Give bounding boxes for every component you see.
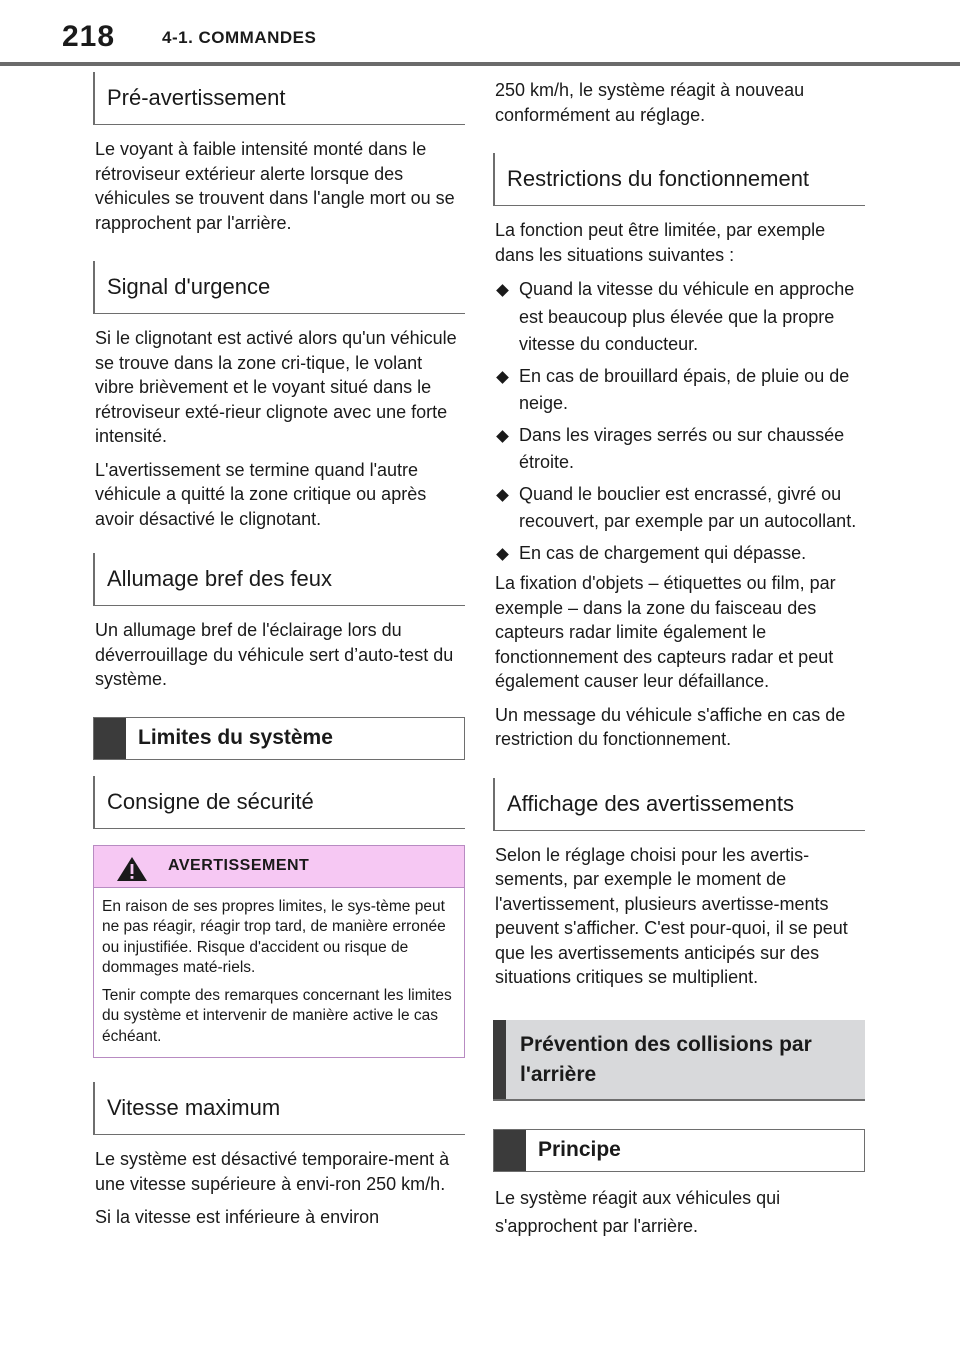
- heading-principe-label: Principe: [538, 1137, 621, 1161]
- warning-triangle-icon: [116, 856, 148, 882]
- section-heading-consigne: Consigne de sécurité: [93, 776, 465, 829]
- paragraph-continuation: 250 km/h, le système réagit à nouveau conformément au réglage.: [495, 80, 805, 125]
- list-item: En cas de brouillard épais, de pluie ou de neige.: [493, 363, 865, 418]
- paragraph-pre-avertissement: Le voyant à faible intensité monté dans le rétroviseur extérieur alerte lorsque des véhicules se trouvent dans l'angle mort ou se rapprochent par l'arrière.: [95, 139, 455, 233]
- list-item: Quand le bouclier est encrassé, givré ou recouvert, par exemple par un autocollant.: [493, 481, 865, 536]
- list-item: En cas de chargement qui dépasse.: [493, 540, 865, 568]
- section-heading-allumage: Allumage bref des feux: [93, 553, 465, 606]
- section-heading-affichage: Affichage des avertissements: [493, 778, 865, 831]
- warning-text-1: En raison de ses propres limites, le sys-tème peut ne pas réagir, réagir trop tard, de manière erronée ou injustifiée. Risque d'accident ou risque de dommages maté-riels.: [102, 897, 446, 976]
- paragraph-signal-urgence-2: L'avertissement se termine quand l'autre véhicule a quitté la zone critique ou après avoir désactivé le clignotant.: [95, 459, 427, 529]
- paragraph-principe: Le système réagit aux véhicules qui s'approchent par l'arrière.: [495, 1187, 781, 1236]
- paragraph-fixation: La fixation d'objets – étiquettes ou film, par exemple – dans la zone du faisceau des capteurs radar limite également le fonctionnement des capteurs radar et peut également causer leur défaillance.: [495, 573, 836, 691]
- warning-body: [94, 888, 464, 1058]
- left-column: [93, 72, 465, 1239]
- warning-header: [94, 846, 464, 888]
- restrictions-list: [493, 276, 865, 567]
- list-item: Quand la vitesse du véhicule en approche est beaucoup plus élevée que la propre vitesse du conducteur.: [493, 276, 865, 359]
- warning-text-2: Tenir compte des remarques concernant les limites du système et intervenir de manière active le cas échéant.: [102, 986, 452, 1045]
- heading-block-marker: [494, 1130, 526, 1171]
- paragraph-restrictions-intro: La fonction peut être limitée, par exemple dans les situations suivantes :: [495, 220, 826, 265]
- chapter-heading-prevention: [493, 1020, 865, 1101]
- paragraph-vitesse-2: Si la vitesse est inférieure à environ: [95, 1207, 380, 1227]
- paragraph-vitesse-1: Le système est désactivé temporaire-ment à une vitesse supérieure à envi-ron 250 km/h.: [95, 1149, 450, 1194]
- heading-prevention-label: Prévention des collisions par l'arrière: [520, 1032, 812, 1086]
- paragraph-message: Un message du véhicule s'affiche en cas de restriction du fonctionnement.: [495, 704, 846, 749]
- right-column: [493, 78, 865, 1249]
- warning-title: AVERTISSEMENT: [168, 856, 310, 874]
- paragraph-allumage: Un allumage bref de l'éclairage lors du déverrouillage du véhicule sert d’auto-test du système.: [95, 620, 454, 689]
- section-heading-signal-urgence: Signal d'urgence: [93, 261, 465, 314]
- list-item: Dans les virages serrés ou sur chaussée étroite.: [493, 422, 865, 477]
- heading-block-marker: [94, 718, 126, 759]
- section-bar-limites: [93, 717, 465, 760]
- paragraph-signal-urgence-1: Si le clignotant est activé alors qu'un véhicule se trouve dans la zone cri-tique, le volant vibre brièvement et le voyant situé dans le rétroviseur exté-rieur clignote avec une forte intensité.: [95, 328, 457, 446]
- heading-limites-label: Limites du système: [138, 725, 333, 749]
- section-heading-restrictions: Restrictions du fonctionnement: [493, 153, 865, 206]
- chapter-title: 4-1. COMMANDES: [162, 28, 317, 47]
- paragraph-affichage: Selon le réglage choisi pour les avertis-sements, par exemple le moment de l'avertissement, plusieurs avertisse-ments peuvent s'afficher. C'est pour-quoi, il se peut que les avertissements anticipés sur des situations critiques se multiplient.: [495, 844, 848, 987]
- section-heading-vitesse: Vitesse maximum: [93, 1082, 465, 1135]
- header-rule: [0, 62, 960, 66]
- page-number: 218: [62, 20, 116, 53]
- section-bar-principe: [493, 1129, 865, 1172]
- section-heading-pre-avertissement: Pré-avertissement: [93, 72, 465, 125]
- warning-box: [93, 845, 465, 1059]
- heading-block-marker: [493, 1020, 506, 1099]
